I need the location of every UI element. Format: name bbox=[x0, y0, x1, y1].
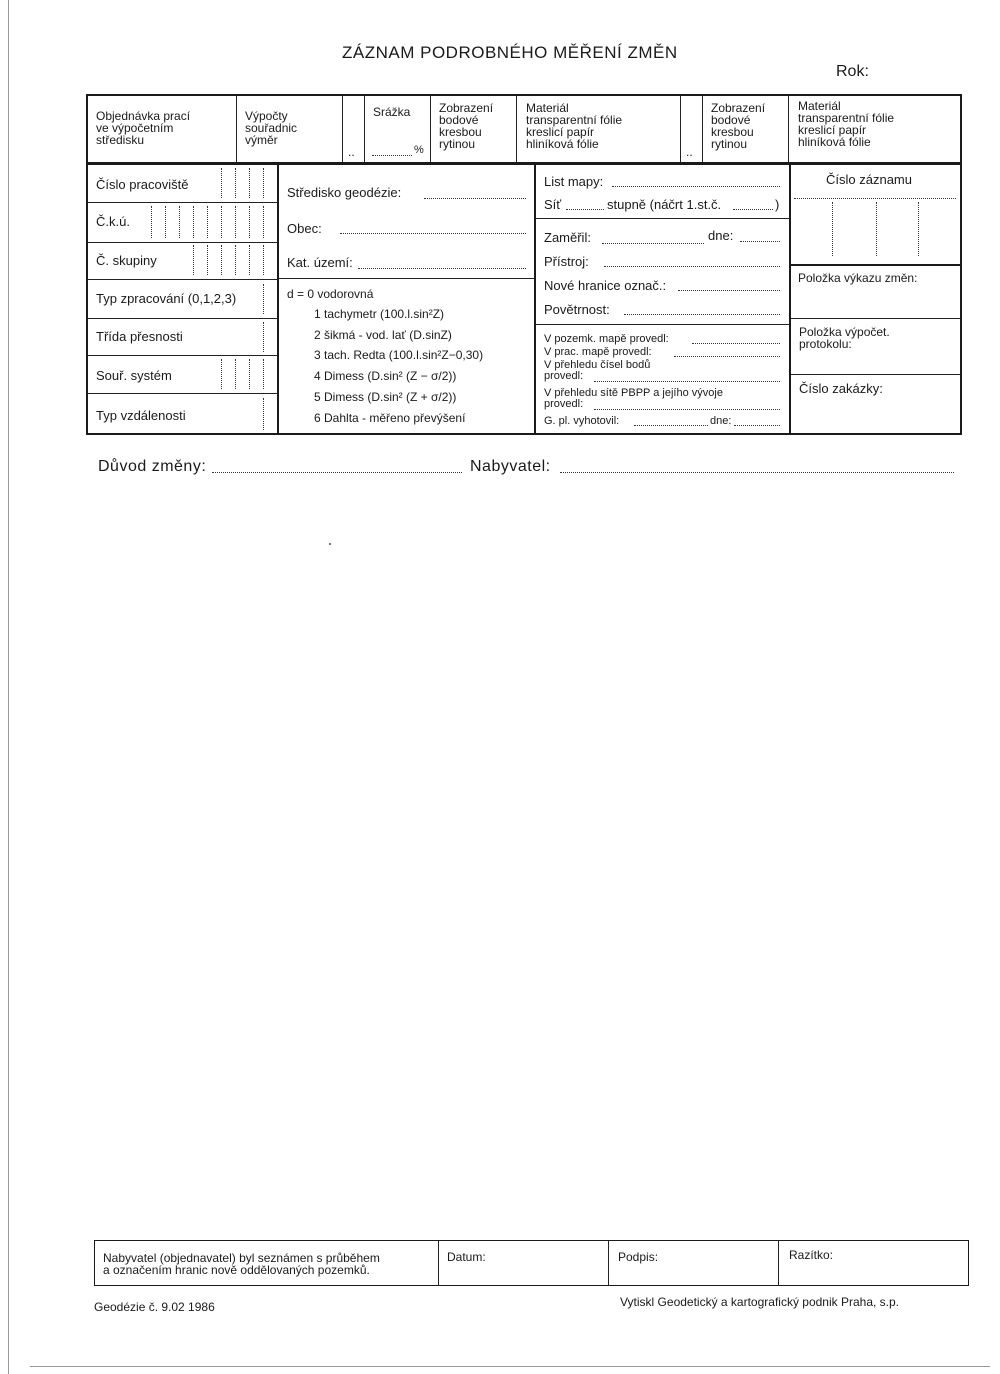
razitko-label: Razítko: bbox=[789, 1248, 834, 1262]
podpis-label: Podpis: bbox=[618, 1250, 659, 1264]
d-option-6: 6 Dahlta - měřeno převýšení bbox=[314, 411, 466, 425]
zameril-label: Zaměřil: bbox=[544, 230, 591, 245]
kat-uzemi-label: Kat. území: bbox=[287, 255, 353, 270]
d-option-3: 3 tach. Redta (100.l.sin²Z−0,30) bbox=[314, 348, 484, 362]
polozka-vykazu-label: Položka výkazu změn: bbox=[798, 271, 918, 285]
material-label-1: Materiál transparentní fólie kreslicí papír hliníková fólie bbox=[526, 101, 623, 151]
zobrazeni-label-2: Zobrazení bodové kresbou rytinou bbox=[711, 101, 766, 151]
zobrazeni-label-1: Zobrazení bodové kresbou rytinou bbox=[439, 101, 494, 151]
typ-zpracovani-label: Typ zpracování (0,1,2,3) bbox=[96, 291, 237, 306]
year-label: Rok: bbox=[836, 63, 869, 80]
cislo-pracoviste-label: Číslo pracoviště bbox=[96, 177, 189, 192]
cku-label: Č.k.ú. bbox=[96, 214, 130, 229]
duvod-zmeny-label: Důvod změny: bbox=[98, 458, 207, 475]
obec-label: Obec: bbox=[287, 221, 322, 236]
v-prac-label: V prac. mapě provedl: bbox=[544, 346, 652, 358]
v-prehledu-site-label: V přehledu sítě PBPP a jejího vývoje provedl: bbox=[544, 387, 723, 410]
povetrnost-label: Povětrnost: bbox=[544, 302, 610, 317]
d-option-2: 2 šikmá - vod. lať (D.sinZ) bbox=[314, 328, 452, 342]
cislo-zaznamu-label: Číslo záznamu bbox=[826, 172, 912, 187]
notice-text: Nabyvatel (objednavatel) byl seznámen s průběhem a označením hranic nově oddělovaných pozemků. bbox=[103, 1251, 380, 1277]
checkbox-mark-2: .. bbox=[686, 145, 693, 159]
d-option-4: 4 Dimess (D.sin² (Z − σ/2)) bbox=[314, 369, 457, 383]
d-option-5: 5 Dimess (D.sin² (Z + σ/2)) bbox=[314, 390, 457, 404]
paper-speck bbox=[329, 543, 331, 545]
v-pozemk-label: V pozemk. mapě provedl: bbox=[544, 333, 669, 345]
vypocty-label: Výpočty souřadnic výměr bbox=[245, 109, 298, 147]
g-pl-dne-label: dne: bbox=[710, 415, 732, 427]
page-bottom-edge bbox=[30, 1366, 990, 1367]
nabyvatel-field[interactable] bbox=[560, 472, 954, 473]
stupne-close: ) bbox=[775, 197, 780, 212]
checkbox-mark: .. bbox=[348, 145, 355, 159]
list-mapy-label: List mapy: bbox=[544, 174, 604, 189]
nove-hranice-label: Nové hranice označ.: bbox=[544, 278, 667, 293]
cislo-zakazky-label: Číslo zakázky: bbox=[799, 381, 883, 396]
page-left-edge bbox=[8, 0, 9, 1374]
typ-vzdalenosti-label: Typ vzdálenosti bbox=[96, 408, 186, 423]
nabyvatel-label: Nabyvatel: bbox=[470, 458, 551, 475]
v-prehledu-cisel-label: V přehledu čísel bodů provedl: bbox=[544, 359, 651, 382]
d-option-1: 1 tachymetr (100.l.sin²Z) bbox=[314, 307, 445, 321]
sit-label: Síť bbox=[544, 197, 562, 212]
material-label-2: Materiál transparentní fólie kreslicí papír hliníková fólie bbox=[798, 99, 895, 149]
d-option-0: d = 0 vodorovná bbox=[287, 287, 374, 301]
trida-presnosti-label: Třída přesnosti bbox=[96, 329, 183, 344]
sour-system-label: Souř. systém bbox=[96, 368, 172, 383]
objednavka-label: Objednávka prací ve výpočetním středisku bbox=[96, 109, 191, 147]
polozka-vypocet-label: Položka výpočet. protokolu: bbox=[799, 325, 890, 351]
footer-left: Geodézie č. 9.02 1986 bbox=[94, 1300, 215, 1314]
pristroj-label: Přístroj: bbox=[544, 254, 589, 269]
zameril-dne-label: dne: bbox=[708, 228, 734, 243]
srazka-percent: % bbox=[414, 144, 424, 156]
srazka-label: Srážka bbox=[373, 105, 411, 119]
stredisko-label: Středisko geodézie: bbox=[287, 185, 402, 200]
g-pl-label: G. pl. vyhotovil: bbox=[544, 415, 620, 427]
footer-right: Vytiskl Geodetický a kartografický podnik Praha, s.p. bbox=[620, 1295, 900, 1309]
duvod-zmeny-field[interactable] bbox=[212, 472, 462, 473]
c-skupiny-label: Č. skupiny bbox=[96, 253, 157, 268]
datum-label: Datum: bbox=[447, 1250, 486, 1264]
form-title: ZÁZNAM PODROBNÉHO MĚŘENÍ ZMĚN bbox=[342, 43, 678, 62]
stupne-label: stupně (náčrt 1.st.č. bbox=[607, 197, 722, 212]
